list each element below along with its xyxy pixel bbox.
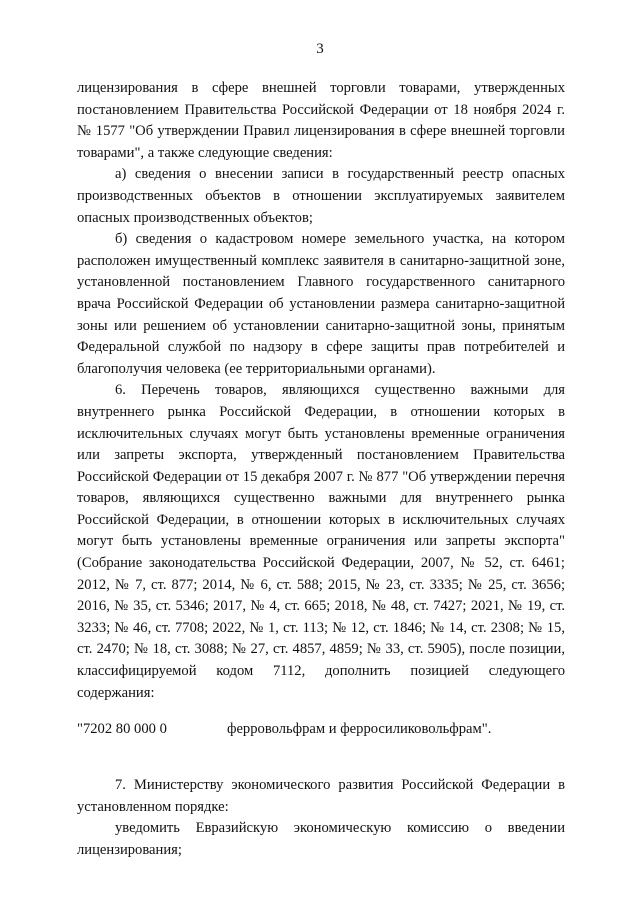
- paragraph-point-6: 6. Перечень товаров, являющихся существенно важными для внутреннего рынка Российской Федерации, в отношении которых в исключительных случаях могут быть установлены временные ограничения или запреты экспорта, утвержденный постановлением Правительства Российской Федерации от 15 декабря 2007 г. № 877 "Об утверждении перечня товаров, являющихся существенно важными для внутреннего рынка Российской Федерации, в отношении которых в исключительных случаях могут быть установлены временные ограничения или запреты экспорта" (Собрание законодательства Российской Федерации, 2007, № 52, ст. 6461; 2012, № 7, ст. 877; 2014, № 6, ст. 588; 2015, № 23, ст. 3335; № 25, ст. 3656; 2016, № 35, ст. 5346; 2017, № 4, ст. 665; 2018, № 48, ст. 7427; 2021, № 19, ст. 3233; № 46, ст. 7708; 2022, № 1, ст. 113; № 12, ст. 1846; № 14, ст. 2308; № 15, ст. 2470; № 18, ст. 3088; № 27, ст. 4857, 4859; № 33, ст. 5905), после позиции, классифицируемой кодом 7112, дополнить позицией следующего содержания:: [77, 382, 565, 701]
- commodity-code: "7202 80 000 0: [77, 721, 167, 738]
- paragraph-point-7: 7. Министерству экономического развития Российской Федерации в установленном порядке:: [77, 777, 565, 815]
- paragraph-item-b: б) сведения о кадастровом номере земельного участка, на котором расположен имущественный комплекс заявителя в санитарно-защитной зоне, установленной постановлением Главного государственного санитарного врача Российской Федерации об установлении размера санитарно-защитной зоны или решением об установлении санитарно-защитной зоны, принятым Федеральной службой по надзору в сфере защиты прав потребителей и благополучия человека (ее территориальными органами).: [77, 231, 565, 377]
- page-number: 3: [316, 41, 324, 57]
- paragraph-item-a: а) сведения о внесении записи в государственный реестр опасных производственных объектов в отношении эксплуатируемых заявителем опасных производственных объектов;: [77, 166, 565, 226]
- inserted-position-row: [77, 719, 565, 741]
- commodity-name: ферровольфрам и ферросиликовольфрам".: [227, 721, 492, 738]
- paragraph-notify-commission: уведомить Евразийскую экономическую комиссию о введении лицензирования;: [77, 820, 565, 858]
- document-body: [77, 78, 565, 862]
- paragraph-licensing-continuation: лицензирования в сфере внешней торговли товарами, утвержденных постановлением Правительства Российской Федерации от 18 ноября 2024 г. № 1577 "Об утверждении Правил лицензирования в сфере внешней торговли товарами", а также следующие сведения:: [77, 80, 565, 161]
